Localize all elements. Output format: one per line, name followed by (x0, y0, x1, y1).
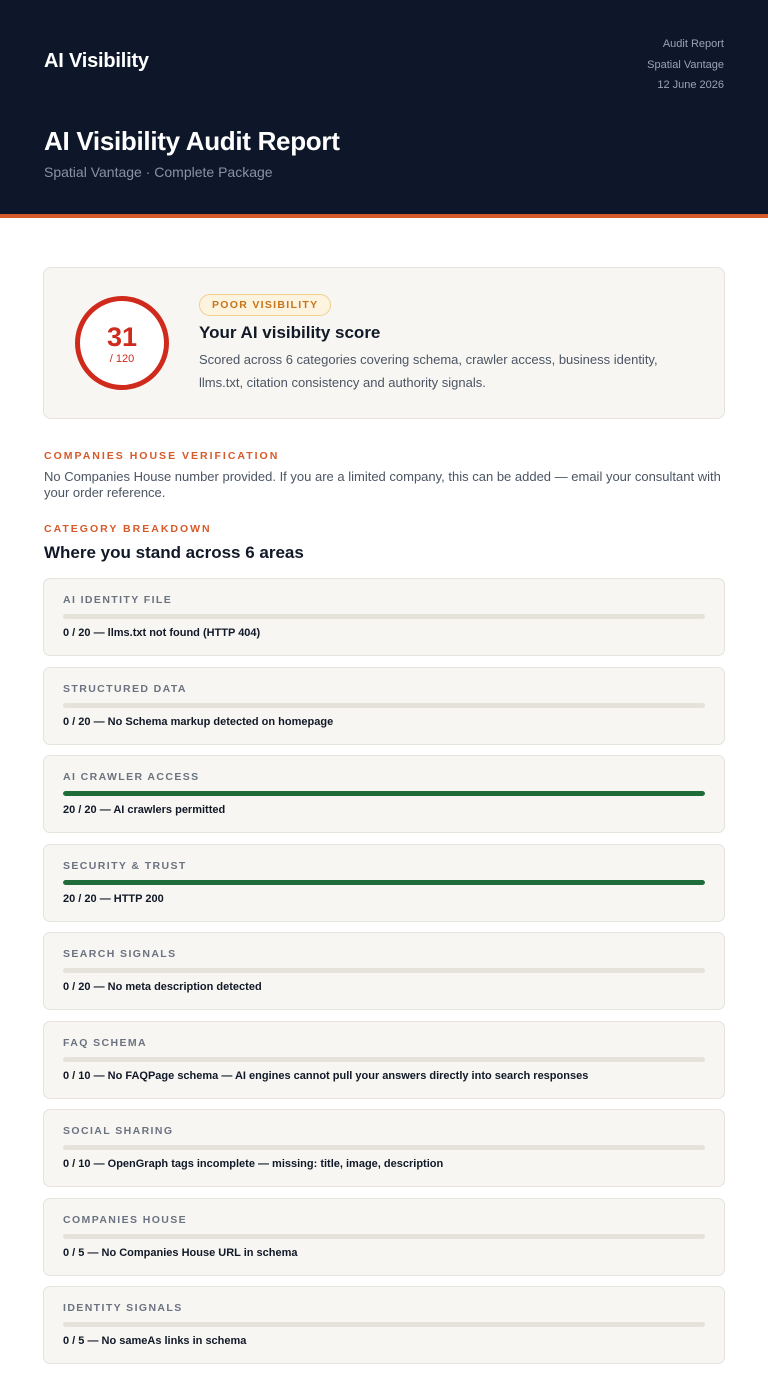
category-progress-bar (63, 1145, 705, 1150)
meta-report-type: Audit Report (662, 38, 724, 50)
companies-house-text: No Companies House number provided. If you are a limited company, this can be added — email your consultant with your order reference. (44, 469, 721, 500)
category-progress-bar (63, 1057, 705, 1062)
category-detail: 0 / 20 — llms.txt not found (HTTP 404) (63, 627, 261, 639)
score-value: 31 (106, 322, 138, 352)
category-name: COMPANIES HOUSE (63, 1213, 188, 1226)
category-card (43, 667, 725, 745)
category-breakdown-label: CATEGORY BREAKDOWN (44, 523, 212, 535)
brand-name: AI Visibility (44, 50, 149, 72)
category-progress-bar (63, 880, 705, 885)
score-ring (75, 296, 169, 390)
category-detail: 0 / 5 — No sameAs links in schema (63, 1335, 247, 1347)
meta-client: Spatial Vantage (647, 58, 724, 71)
category-name: SOCIAL SHARING (63, 1125, 174, 1137)
category-card (43, 1198, 725, 1276)
category-card (43, 578, 725, 656)
category-card (43, 755, 725, 833)
category-progress-bar (63, 791, 705, 796)
report-header (0, 0, 768, 218)
visibility-status-badge: POOR VISIBILITY (199, 294, 331, 316)
category-detail: 0 / 5 — No Companies House URL in schema (63, 1246, 298, 1259)
report-title: AI Visibility Audit Report (44, 126, 340, 156)
category-progress-fill (63, 791, 705, 796)
category-card (43, 1286, 725, 1364)
category-detail: 0 / 10 — OpenGraph tags incomplete — missing: title, image, description (63, 1158, 444, 1170)
category-detail: 20 / 20 — AI crawlers permitted (63, 804, 226, 816)
category-name: AI IDENTITY FILE (63, 594, 173, 606)
category-detail: 20 / 20 — HTTP 200 (63, 892, 164, 905)
category-name: AI CRAWLER ACCESS (63, 771, 200, 783)
score-description: Scored across 6 categories covering schema, crawler access, business identity, llms.txt, citation consistency and authority signals. (199, 352, 658, 390)
category-card (43, 844, 725, 922)
category-progress-bar (63, 1322, 705, 1327)
category-detail: 0 / 20 — No Schema markup detected on homepage (63, 715, 334, 728)
category-card (43, 1109, 725, 1187)
category-card (43, 932, 725, 1010)
category-detail: 0 / 10 — No FAQPage schema — AI engines cannot pull your answers directly into search responses (63, 1069, 589, 1082)
category-breakdown-title: Where you stand across 6 areas (44, 543, 304, 562)
companies-house-label: COMPANIES HOUSE VERIFICATION (44, 450, 280, 462)
category-name: SEARCH SIGNALS (63, 948, 177, 960)
category-name: IDENTITY SIGNALS (63, 1302, 183, 1314)
category-name: SECURITY & TRUST (63, 859, 187, 872)
category-progress-bar (63, 968, 705, 973)
score-total: / 120 (109, 353, 135, 365)
category-detail: 0 / 20 — No meta description detected (63, 981, 262, 993)
category-progress-bar (63, 703, 705, 708)
report-meta (647, 34, 724, 96)
category-list (43, 578, 725, 1375)
category-name: STRUCTURED DATA (63, 682, 187, 695)
report-subtitle: Spatial Vantage · Complete Package (44, 164, 273, 180)
score-card (43, 267, 725, 419)
meta-date: 12 June 2026 (657, 79, 724, 91)
category-name: FAQ SCHEMA (63, 1036, 148, 1049)
score-heading: Your AI visibility score (199, 323, 381, 342)
category-progress-bar (63, 1234, 705, 1239)
category-progress-bar (63, 614, 705, 619)
category-card (43, 1021, 725, 1099)
category-progress-fill (63, 880, 705, 885)
